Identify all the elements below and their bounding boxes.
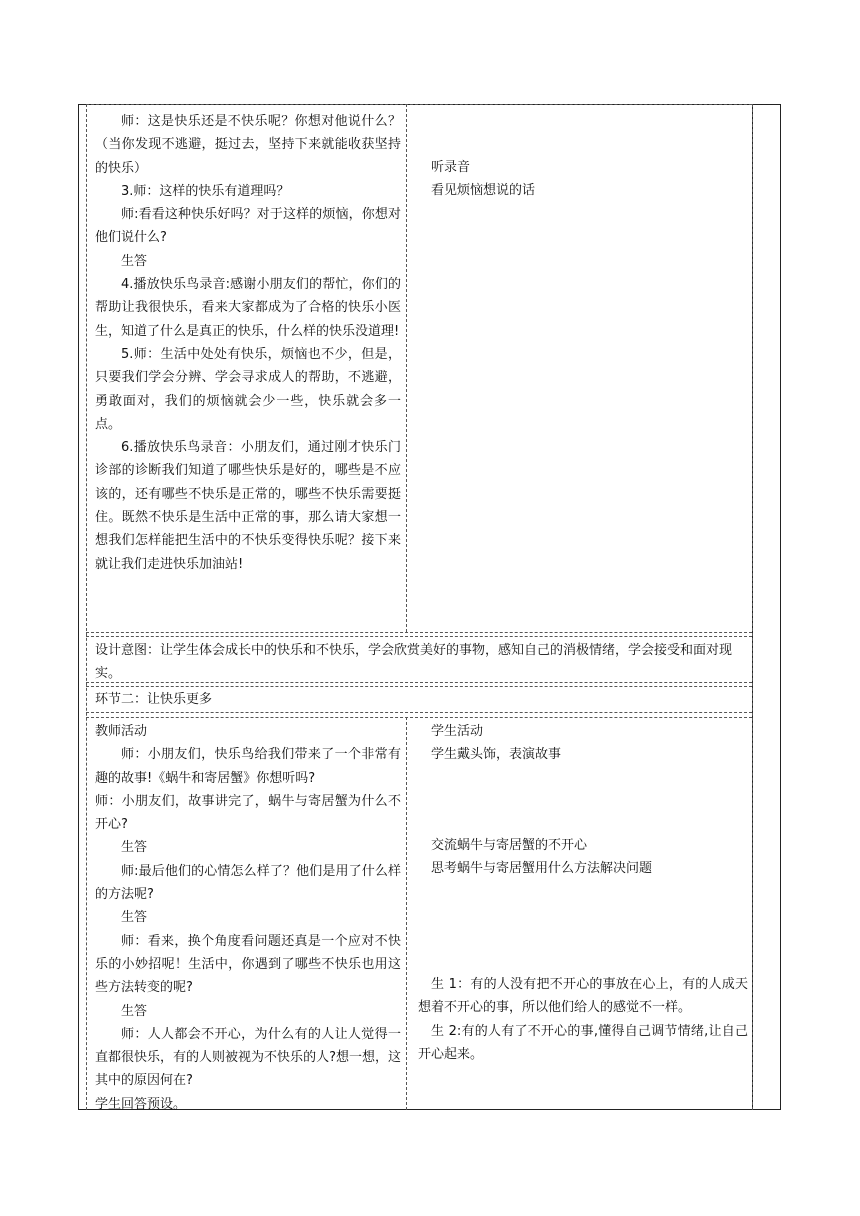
- column-divider: [752, 104, 753, 1110]
- teacher-activity-column: [95, 110, 401, 576]
- teacher-line: 生答: [121, 253, 148, 269]
- column-divider: [406, 717, 407, 1110]
- teacher-line: 5.师：生活中处处有快乐，烦恼也不少，但是，只要我们学会分辨、学会寻求成人的帮助，不逃避，勇敢面对，我们的烦恼就会少一些，快乐就会多一点。: [95, 346, 401, 432]
- teacher-line: 生答: [121, 840, 148, 856]
- student-line: 生 1：有的人没有把不开心的事放在心上，有的人成天想着不开心的事，所以他们给人的感觉不一样。: [418, 977, 748, 1016]
- teacher-line: 生答: [121, 1003, 148, 1019]
- teacher-line: 生答: [121, 910, 148, 926]
- teacher-line: 师：看来，换个角度看问题还真是一个应对不快乐的小妙招呢！生活中，你遇到了哪些不快乐也用这些方法转变的呢?: [95, 933, 401, 996]
- teacher-line: 师：小朋友们，故事讲完了，蜗牛与寄居蟹为什么不开心?: [95, 793, 401, 833]
- student-activity-column: [418, 156, 748, 203]
- student-line: 学生戴头饰，表演故事: [431, 747, 562, 763]
- column-header: 教师活动: [95, 724, 148, 739]
- teacher-line: 6.播放快乐鸟录音：小朋友们，通过刚才快乐门诊部的诊断我们知道了哪些快乐是好的，哪些是不应该的，还有哪些不快乐是正常的，哪些不快乐需要挺住。既然不快乐是生活中正常的事，那么请大家想一想我们怎样能把生活中的不快乐变得快乐呢？接下来就让我们走进快乐加油站!: [95, 440, 401, 572]
- student-line: 听录音: [431, 160, 471, 175]
- column-divider: [406, 104, 407, 632]
- student-activity-column: [418, 834, 748, 881]
- row-divider: [86, 712, 752, 713]
- student-activity-column: [418, 720, 748, 767]
- column-header: 学生活动: [431, 724, 484, 739]
- student-line: 思考蜗牛与寄居蟹用什么方法解决问题: [431, 861, 653, 877]
- teacher-line: 师：小朋友们，快乐鸟给我们带来了一个非常有趣的故事!《蜗牛和寄居蟹》你想听吗?: [95, 747, 401, 786]
- student-line: 生 2:有的人有了不开心的事,懂得自己调节情绪,让自己开心起来。: [418, 1023, 748, 1062]
- teacher-line: 4.播放快乐鸟录音:感谢小朋友们的帮忙，你们的帮助让我很快乐，看来大家都成为了合格的快乐小医生，知道了什么是真正的快乐，什么样的快乐没道理!: [95, 277, 401, 339]
- teacher-line: 师:最后他们的心情怎么样了？他们是用了什么样的方法呢?: [95, 863, 401, 903]
- teacher-line: 师：这是快乐还是不快乐呢？你想对他说什么？（当你发现不逃避，挺过去，坚持下来就能收获坚持的快乐）: [95, 114, 401, 176]
- teacher-line: 学生回答预设。: [95, 1096, 187, 1112]
- row-divider: [86, 104, 752, 105]
- row-divider: [86, 686, 752, 687]
- student-line: 交流蜗牛与寄居蟹的不开心: [431, 838, 588, 853]
- teacher-line: 师:看看这种快乐好吗？对于这样的烦恼，你想对他们说什么?: [95, 207, 401, 246]
- student-activity-column: [418, 973, 748, 1066]
- teacher-line: 3.师：这样的快乐有道理吗？: [121, 183, 290, 199]
- row-divider: [86, 636, 752, 637]
- row-divider: [86, 717, 752, 718]
- column-divider: [86, 104, 87, 1110]
- teacher-line: 师：人人都会不开心，为什么有的人让人觉得一直都很快乐，有的人则被视为不快乐的人?想一想，这其中的原因何在?: [95, 1026, 401, 1089]
- student-line: 看见烦恼想说的话: [431, 183, 536, 199]
- section-title: 环节二：让快乐更多: [95, 692, 213, 707]
- design-intent: 设计意图：让学生体会成长中的快乐和不快乐，学会欣赏美好的事物，感知自己的消极情绪，学会接受和面对现实。: [95, 643, 733, 681]
- teacher-activity-column: [95, 720, 401, 1116]
- row-divider: [86, 632, 752, 633]
